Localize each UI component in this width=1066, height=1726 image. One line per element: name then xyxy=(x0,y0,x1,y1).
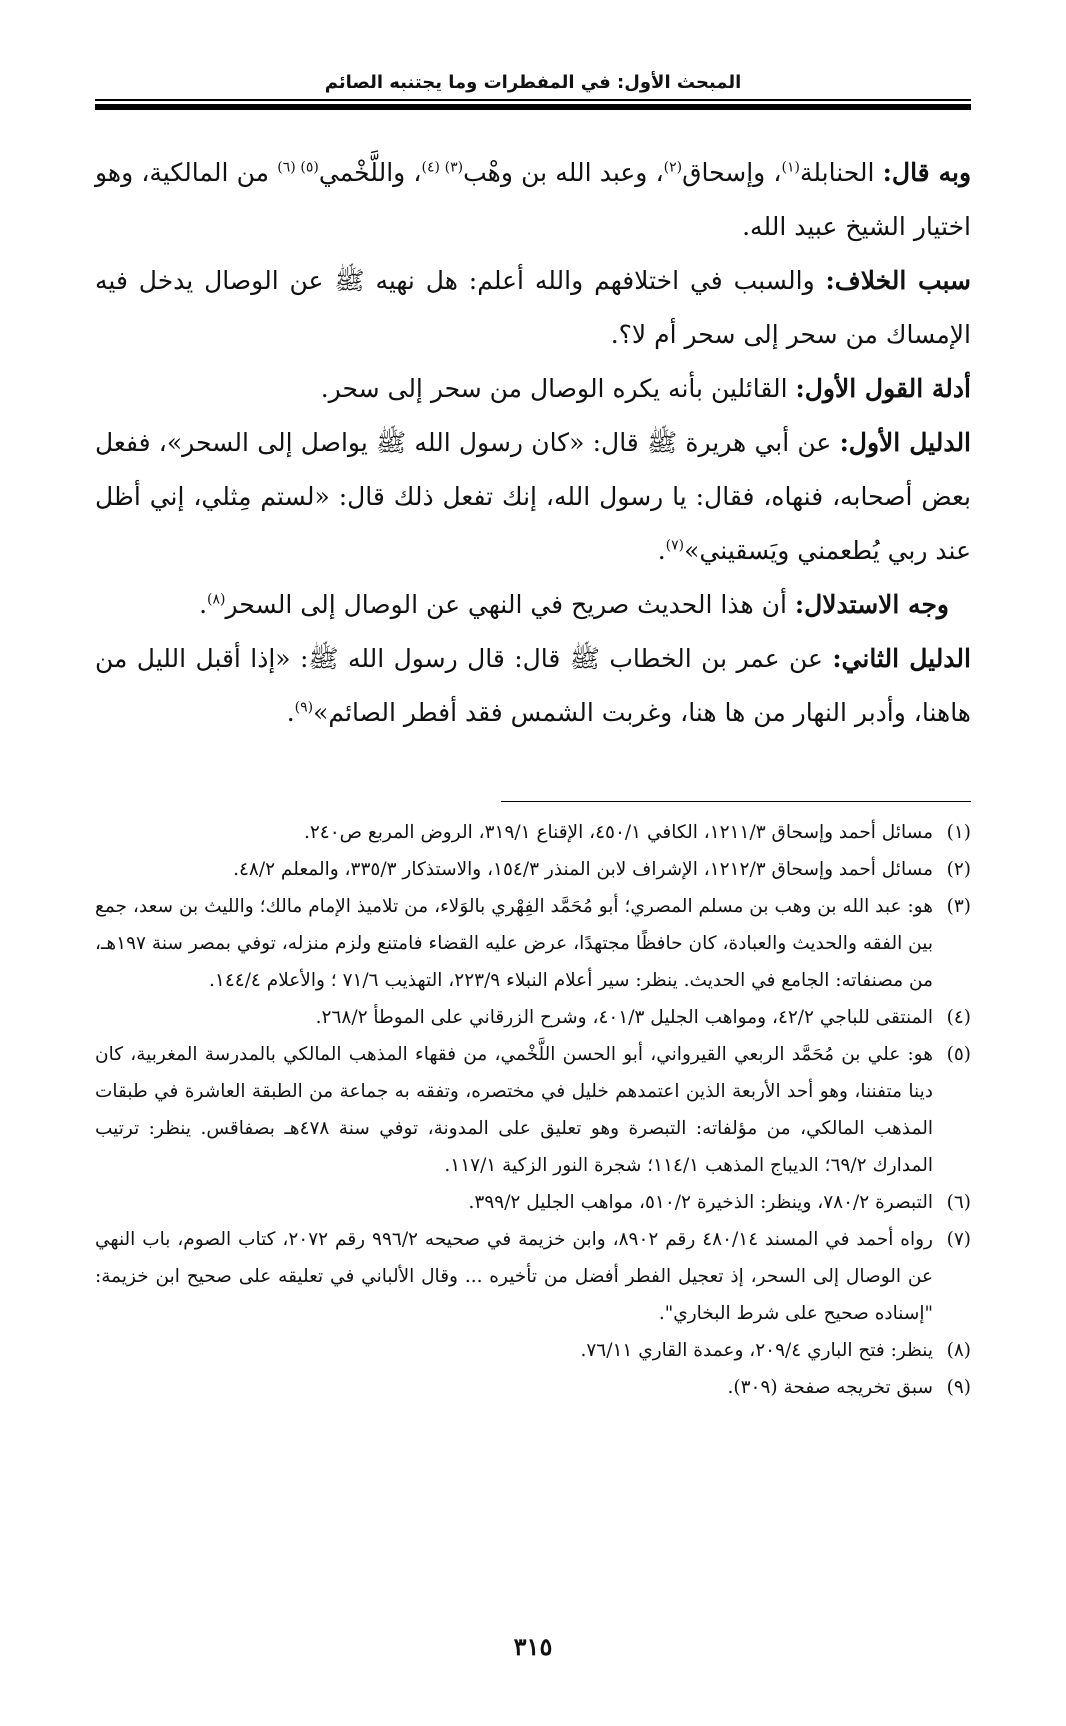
text-run: . xyxy=(199,590,208,619)
paragraph-evidence-heading xyxy=(95,362,971,416)
footnote-ref: (١) xyxy=(781,159,800,176)
paragraph-lead: الدليل الثاني: xyxy=(832,644,971,673)
footnote-number: (٨) xyxy=(946,1340,971,1361)
footnote-number: (٩) xyxy=(946,1377,971,1398)
header-rule-thin xyxy=(95,99,971,101)
text-run: ، وإسحاق xyxy=(682,158,782,187)
text-run: ، وعبد الله بن وهْب xyxy=(463,158,664,187)
footnote-number: (٥) xyxy=(946,1044,971,1065)
footnote-number: (٤) xyxy=(946,1007,971,1028)
footnote-text: هو: عبد الله بن وهب بن مسلم المصري؛ أبو مُحَمَّد الفِهْري بالوَلاء، من تلاميذ الإمام مالك؛ والليث بن سعد، جمع بين الفقه والحديث والعبادة، كان حافظًا مجتهدًا، عرض عليه القضاء فامتنع ولزم منزله، توفي بمصر سنة ١٩٧هـ، من مصنفاته: الجامع في الحديث. ينظر: سير أعلام النبلاء ٢٢٣/٩، التهذيب ٧١/٦ ؛ والأعلام ١٤٤/٤. xyxy=(95,896,933,991)
footnote-ref: (٩) xyxy=(294,699,314,716)
text-run: الحنابلة xyxy=(799,158,883,187)
footnote-number: (١) xyxy=(946,822,971,843)
main-text xyxy=(95,146,971,740)
footnote-ref: (٧) xyxy=(665,537,685,554)
footnote-text: ينظر: فتح الباري ٢٠٩/٤، وعمدة القاري ٧٦/١١. xyxy=(580,1340,933,1361)
text-run: ، واللَّخْمي xyxy=(318,158,422,187)
footnote-ref: (٣) (٤) xyxy=(421,159,464,176)
paragraph-lead: سبب الخلاف: xyxy=(825,266,971,295)
footnote-text: سبق تخريجه صفحة (٣٠٩). xyxy=(727,1377,933,1398)
text-run: القائلين بأنه يكره الوصال من سحر إلى سحر. xyxy=(320,374,796,403)
footnote-text: رواه أحمد في المسند ٤٨٠/١٤ رقم ٨٩٠٢، وابن خزيمة في صحيحه ٩٩٦/٢ رقم ٢٠٧٢، كتاب الصوم، باب النهي عن الوصال إلى السحر، إذ تعجيل الفطر أفضل من تأخيره ... وقال الألباني في تعليقه على صحيح ابن خزيمة: "إسناده صحيح على شرط البخاري". xyxy=(95,1229,933,1324)
footnote xyxy=(95,851,971,888)
paragraph-lead: أدلة القول الأول: xyxy=(795,374,971,403)
paragraph-lead: الدليل الأول: xyxy=(839,428,972,457)
paragraph-reason-of-dispute xyxy=(95,254,971,362)
paragraph-lead: وبه قال: xyxy=(882,158,972,187)
text-run: عن أبي هريرة ﷺ قال: «كان رسول الله ﷺ يواصل إلى السحر»، ففعل بعض أصحابه، فنهاه، فقال: يا رسول الله، إنك تفعل ذلك قال: «لستم مِثلي، إني أظل عند ربي يُطعمني ويَسقيني» xyxy=(95,428,971,565)
footnote-text: المنتقى للباجي ٤٢/٢، ومواهب الجليل ٤٠١/٣، وشرح الزرقاني على الموطأ ٢٦٨/٢. xyxy=(315,1007,933,1028)
paragraph-inference xyxy=(95,578,971,632)
footnote-ref: (٨) xyxy=(207,591,226,608)
footnote xyxy=(95,888,971,999)
text-run: . xyxy=(286,698,295,727)
text-run: من المالكية، وهو اختيار الشيخ عبيد الله. xyxy=(95,158,971,241)
paragraph-second-evidence xyxy=(95,632,971,740)
running-header: المبحث الأول: في المفطرات وما يجتنبه الصائم xyxy=(324,72,742,93)
footnote xyxy=(95,1184,971,1221)
footnote-ref: (٥) (٦) xyxy=(277,159,319,176)
text-run: . xyxy=(657,536,666,565)
page-number: ٣١٥ xyxy=(513,1632,553,1661)
footnote xyxy=(95,1221,971,1332)
paragraph-lead: وجه الاستدلال: xyxy=(794,590,949,619)
footnote-ref: (٢) xyxy=(663,159,683,176)
text-run: والسبب في اختلافهم والله أعلم: هل نهيه ﷺ عن الوصال يدخل فيه الإمساك من سحر إلى سحر أم لا؟. xyxy=(95,266,971,349)
footnote xyxy=(95,1332,971,1369)
footnote-number: (٢) xyxy=(946,859,971,880)
footnote-text: التبصرة ٧٨٠/٢، وينظر: الذخيرة ٥١٠/٢، مواهب الجليل ٣٩٩/٢. xyxy=(468,1192,933,1213)
footnote-number: (٦) xyxy=(946,1192,971,1213)
footnote-text: هو: علي بن مُحَمَّد الربعي القيرواني، أبو الحسن اللَّخْمي، من فقهاء المذهب المالكي بالمدرسة المغربية، كان دينا متفننا، وهو أحد الأربعة الذين اعتمدهم خليل في مختصره، وتفقه به جماعة من الطبقة العاشرة في طبقات المذهب المالكي، من مؤلفاته: التبصرة وهو تعليق على المدونة، توفي سنة ٤٧٨هـ بصفاقس. ينظر: ترتيب المدارك ٦٩/٢؛ الديباج المذهب ١١٤/١؛ شجرة النور الزكية ١١٧/١. xyxy=(95,1044,933,1176)
footnote-separator xyxy=(501,801,971,802)
text-run: أن هذا الحديث صريح في النهي عن الوصال إلى السحر xyxy=(225,590,795,619)
page xyxy=(95,0,971,1726)
footnote xyxy=(95,1369,971,1406)
footnote-text: مسائل أحمد وإسحاق ١٢١٢/٣، الإشراف لابن المنذر ١٥٤/٣، والاستذكار ٣٣٥/٣، والمعلم ٤٨/٢. xyxy=(233,859,933,880)
footnote-number: (٣) xyxy=(946,896,971,917)
paragraph-opinion-holders xyxy=(95,146,971,254)
footnotes xyxy=(95,814,971,1406)
header-rule-thick xyxy=(95,104,971,110)
paragraph-first-evidence xyxy=(95,416,971,578)
footnote xyxy=(95,814,971,851)
footnote xyxy=(95,999,971,1036)
footnote-text: مسائل أحمد وإسحاق ١٢١١/٣، الكافي ٤٥٠/١، الإقناع ٣١٩/١، الروض المربع ص٢٤٠. xyxy=(303,822,933,843)
text-run: عن عمر بن الخطاب ﷺ قال: قال رسول الله ﷺ: «إذا أقبل الليل من هاهنا، وأدبر النهار من ها هنا، وغربت الشمس فقد أفطر الصائم» xyxy=(95,644,971,727)
footnote xyxy=(95,1036,971,1184)
footnote-number: (٧) xyxy=(946,1229,971,1250)
